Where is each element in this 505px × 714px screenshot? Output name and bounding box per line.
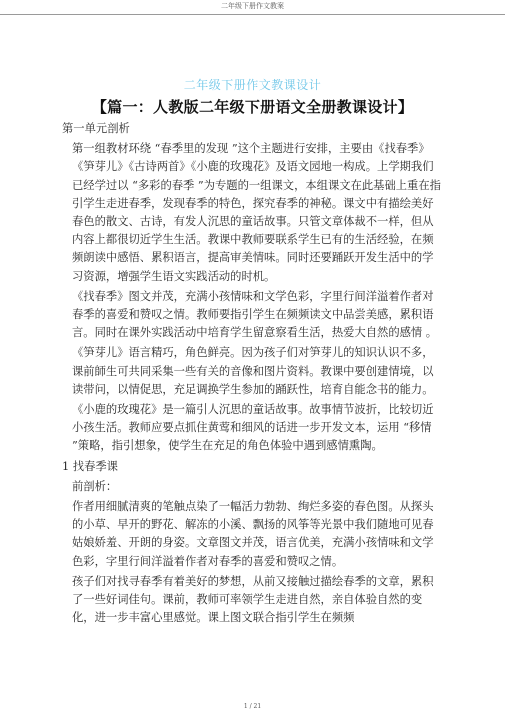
- page-number: 1 / 21: [243, 703, 262, 710]
- pre-analysis-label: 前剖析：: [72, 479, 118, 493]
- paragraph-author-imagery: 作者用细腻清爽的笔触点染了一幅活力勃勃、绚烂多姿的春色图。从探头的小草、早开的野花、解冻的小溪、飘扬的风筝等光景中我们随地可见春姑娘娇羞、开朗的身姿。文章图文并茂，语言优美，充满小孩情味和文学色彩，字里行间洋溢着作者对春季的喜爱和赞叹之情。: [72, 500, 434, 568]
- unit-heading: 第一单元剖析: [62, 122, 130, 135]
- paragraph-overview: 第一组教材环绕 “春季里的发现 ”这个主题进行安排，主要由《找春季》《笋芽儿》《古诗两首》《小鹿的玫瑰花》及语文园地一构成。上学期我们已经学过以 “多彩的春季 ”为专题的一组课文，本组课文在此基础上重在指引学生走进春季，发现春季的特色，探究春季的神秘。课文中有描绘美好春色的散文、古诗，有发人沉思的童话故事。只管文章体裁不一样，但从内容上都很切近学生生活。教课中教师要联系学生已有的生活经验，在频频朗读中感悟、累积语言，提高审美情味。同时还要踊跃开发生活中的学习资源，增强学生语文实践活动的时机。: [72, 142, 441, 283]
- document-title: 二年级下册作文教课设计: [183, 78, 322, 92]
- section-heading: 【篇一：人教版二年级下册语文全册教课设计】: [91, 98, 414, 116]
- paragraph-children-spring: 孩子们对找寻春季有着美好的梦想，从前又接触过描绘春季的文章，累积了一些好词佳句。课前，教师可率领学生走进自然，亲自体验自然的变化，进一步丰富心里感觉。课上图文联合指引学生在频频: [72, 574, 434, 625]
- running-header-title: 二年级下册作文教案: [221, 2, 284, 10]
- document-body: [62, 120, 444, 629]
- paragraph-find-spring: 《找春季》图文并茂，充满小孩情味和文学色彩，字里行间洋溢着作者对春季的喜爱和赞叹之情。教师要指引学生在频频读文中品尝美感，累积语言。同时在课外实践活动中培育学生留意察看生活，热爱大自然的感情 。: [72, 289, 438, 340]
- lesson-heading: 1 找春季课: [62, 459, 118, 473]
- paragraph-bamboo-shoot: 《笋芽儿》语言精巧，角色鲜亮。因为孩子们对笋芽儿的知识认识不多，课前師生可共同采集一些有关的音像和图片资料。教课中要创建情境，以读带问，以情促思，充足调换学生参加的踊跃性，培育自能念书的能力。: [72, 346, 434, 396]
- paragraph-deer-rose: 《小鹿的玫瑰花》是一篇引人沉思的童话故事。故事情节波折，比较切近小孩生活。教师应要点抓住黄莺和细风的话进一步开发文本，运用 “移情 ”策略，指引想象，使学生在充足的角色体验中遇到感情熏陶。: [72, 403, 434, 453]
- running-header: [0, 0, 505, 15]
